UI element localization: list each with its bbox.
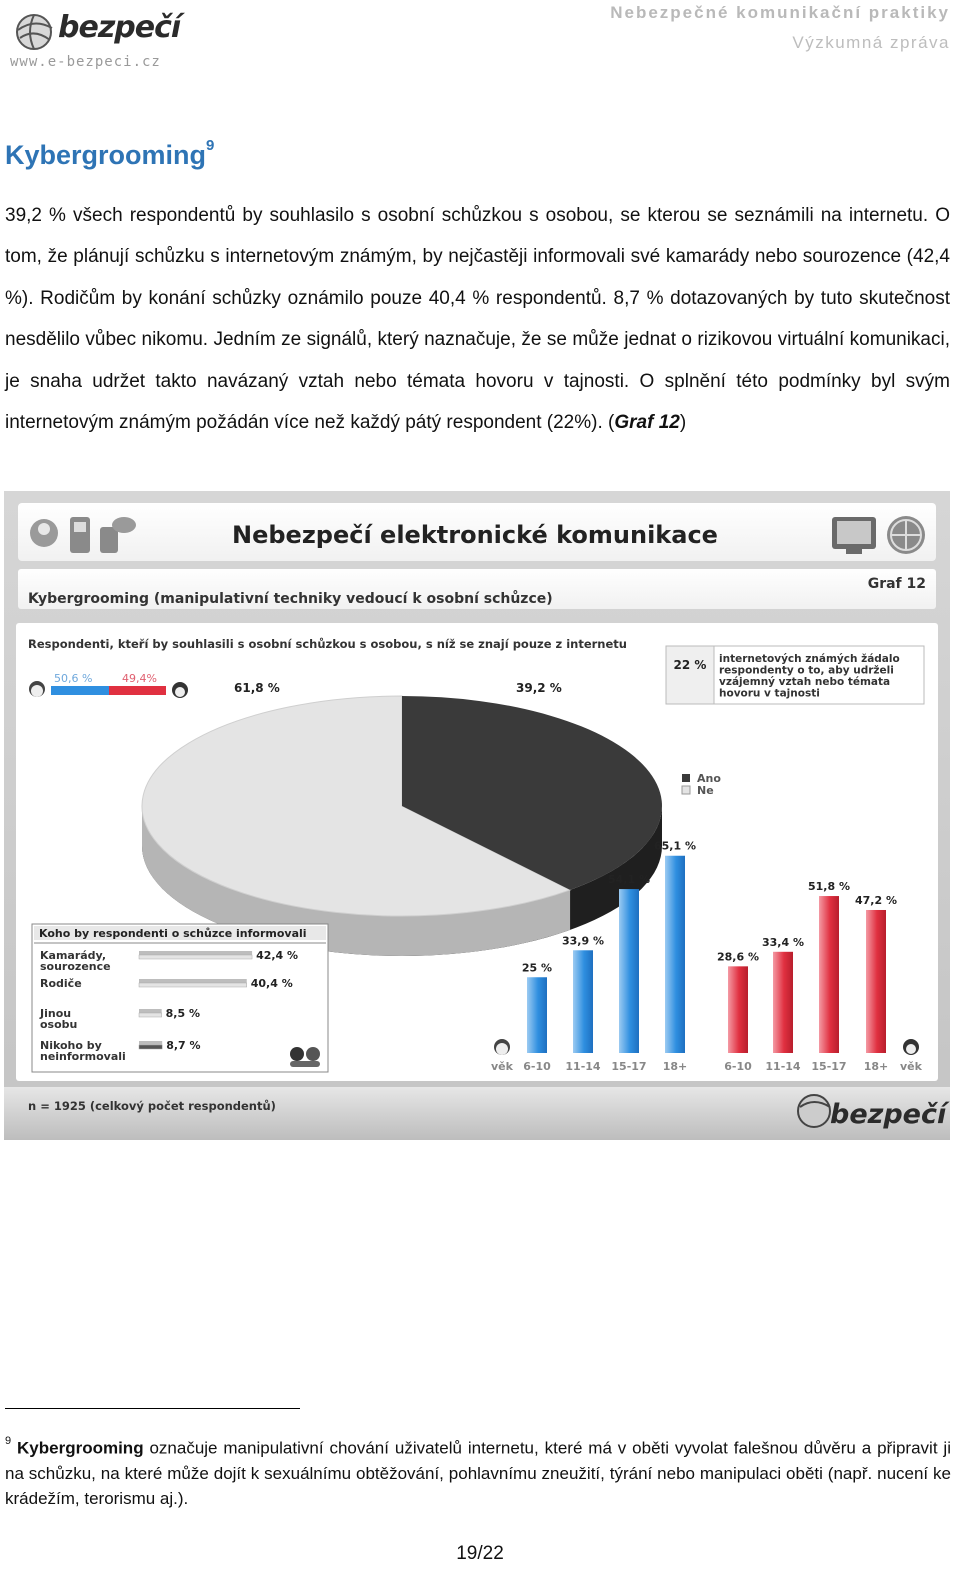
bar-age-label: 18+ [863, 1060, 889, 1073]
bar-age-label: 6-10 [724, 1060, 752, 1073]
bar-boys [573, 950, 593, 1053]
secret-pct: 22 % [673, 658, 707, 672]
info-row-value: 8,7 % [166, 1039, 201, 1052]
pie-no-label: 61,8 % [234, 681, 280, 695]
paragraph-text: 39,2 % všech respondentů by souhlasilo s osobní schůzkou s osobou, se kterou se seznámili na internetu. O tom, že plánují schůzku s internetovým známým, by nejčastěji informovali své kamarády nebo sourozence (42,4 %). Rodičům by konání schůzky oznámilo pouze 40,4 % respondentů. 8,7 % dotazovaných by tuto skutečnost nesdělilo vůbec nikomu. Jedním ze signálů, který naznačuje, že se může jednat o rizikovou virtuální komunikaci, je snaha udržet takto navázaný vztah nebo témata hovoru v tajnosti. O splnění této podmínky byl svým internetovým známým požádán více než každý pátý respondent (22%). ( [5, 205, 950, 434]
info-row-value: 42,4 % [256, 949, 299, 962]
pie-yes-label: 39,2 % [516, 681, 562, 695]
gender-girl-label: 49,4% [122, 672, 157, 685]
banner-title: Nebezpečí elektronické komunikace [232, 521, 718, 549]
info-bar [139, 1041, 162, 1045]
footnote-number: 9 [5, 1435, 12, 1447]
info-row-label-cont: sourozence [40, 960, 111, 973]
section-title-text: Kybergrooming [5, 140, 207, 170]
info-bar-lower [139, 955, 252, 959]
graf-label: Graf 12 [867, 576, 926, 592]
gender-girl-bar [109, 686, 166, 695]
bar-age-label: 15-17 [611, 1060, 647, 1073]
graph-12-infographic [4, 491, 950, 1140]
logo-url: www.e-bezpeci.cz [10, 54, 161, 70]
paragraph-close: ) [679, 412, 687, 434]
graph-reference: Graf 12 [614, 412, 680, 434]
info-bar-lower [139, 983, 247, 987]
legend-no: Ne [697, 784, 714, 797]
info-row-label-cont: neinformovali [40, 1050, 126, 1063]
info-heading: Koho by respondenti o schůzce informovali [39, 927, 307, 940]
body-paragraph [5, 195, 950, 443]
info-row-label: Kamarády, [40, 949, 107, 962]
age-label-boys: věk [491, 1060, 513, 1073]
bar-age-label: 15-17 [811, 1060, 847, 1073]
footer-logo-icon [798, 1095, 830, 1127]
girl-icon [903, 1039, 919, 1055]
bar-boys [619, 889, 639, 1053]
bar-value-label: 33,9 % [562, 934, 604, 948]
info-row-label: Nikoho by [40, 1039, 102, 1052]
bar-value-label: 51,8 % [808, 880, 850, 894]
footnote-term: Kybergrooming [17, 1438, 144, 1458]
header-title: Nebezpečné komunikační praktiky [610, 3, 950, 22]
legend-yes: Ano [697, 772, 721, 785]
legend-yes-swatch [682, 774, 690, 782]
gender-boy-bar [51, 686, 109, 695]
info-row-label: Jinou [40, 1007, 72, 1020]
pie-heading: Respondenti, kteří by souhlasili s osobní schůzkou s osobou, s níž se znají pouze z internetu [28, 637, 627, 651]
secret-text-line: vzájemný vztah nebo témata [719, 676, 891, 688]
info-row-label-cont: osobu [40, 1018, 78, 1031]
bar-girls [773, 952, 793, 1053]
bar-value-label: 65,1 % [654, 839, 696, 853]
age-label-girls: věk [900, 1060, 922, 1073]
info-bar [139, 951, 252, 955]
header-subtitle: Výzkumná zpráva [792, 33, 950, 52]
info-row-label: Rodiče [40, 977, 82, 990]
bar-value-label: 54,1 % [608, 873, 650, 887]
footnote [5, 1432, 951, 1511]
bar-value-label: 47,2 % [855, 893, 897, 907]
footnote-reference: 9 [206, 137, 215, 154]
page-number: 19/22 [456, 1543, 504, 1564]
bar-value-label: 33,4 % [762, 935, 804, 949]
secret-text-line: internetových známých žádalo [719, 653, 900, 665]
bar-value-label: 25 % [521, 961, 553, 975]
bar-age-label: 6-10 [523, 1060, 551, 1073]
info-bar-lower [139, 1045, 162, 1049]
gender-boy-label: 50,6 % [54, 672, 93, 685]
bar-boys [665, 856, 685, 1053]
bar-boys [527, 977, 547, 1053]
chart-subtitle: Kybergrooming (manipulativní techniky vedoucí k osobní schůzce) [28, 591, 553, 607]
info-bar [139, 1009, 162, 1013]
logo-globe-icon [12, 8, 60, 52]
chart-svg [4, 491, 950, 1140]
footnote-rule [5, 1408, 300, 1409]
bar-girls [819, 896, 839, 1053]
boy-icon [494, 1039, 510, 1055]
secret-pct-cell [666, 646, 714, 704]
bar-age-label: 11-14 [565, 1060, 601, 1073]
info-bar [139, 979, 247, 983]
pie-chart [142, 696, 662, 956]
legend-no-swatch [682, 786, 690, 794]
bar-value-label: 28,6 % [717, 950, 759, 964]
bar-girls [728, 966, 748, 1053]
info-row-value: 40,4 % [250, 977, 293, 990]
footnote-text: označuje manipulativní chování uživatelů internetu, které má v oběti vyvolat falešnou důvěru a připravit ji na schůzku, na které může dojít k sexuálnímu obtěžování, pohlavnímu zneužití, týrání nebo manipulaci oběti (např. nucení ke krádežím, terorismu aj.). [5, 1438, 951, 1508]
info-row-value: 8,5 % [165, 1007, 201, 1020]
secret-text-line: hovoru v tajnosti [719, 687, 820, 700]
bar-girls [866, 910, 886, 1053]
section-title [5, 137, 215, 171]
info-bar-lower [139, 1013, 162, 1017]
bar-age-label: 18+ [662, 1060, 688, 1073]
secret-text-line: respondenty o to, aby udrželi [719, 664, 894, 677]
logo-wordmark: bezpečí [58, 10, 181, 45]
footer-logo-text: bezpečí [830, 1099, 947, 1130]
n-note: n = 1925 (celkový počet respondentů) [28, 1099, 276, 1113]
bar-age-label: 11-14 [765, 1060, 801, 1073]
